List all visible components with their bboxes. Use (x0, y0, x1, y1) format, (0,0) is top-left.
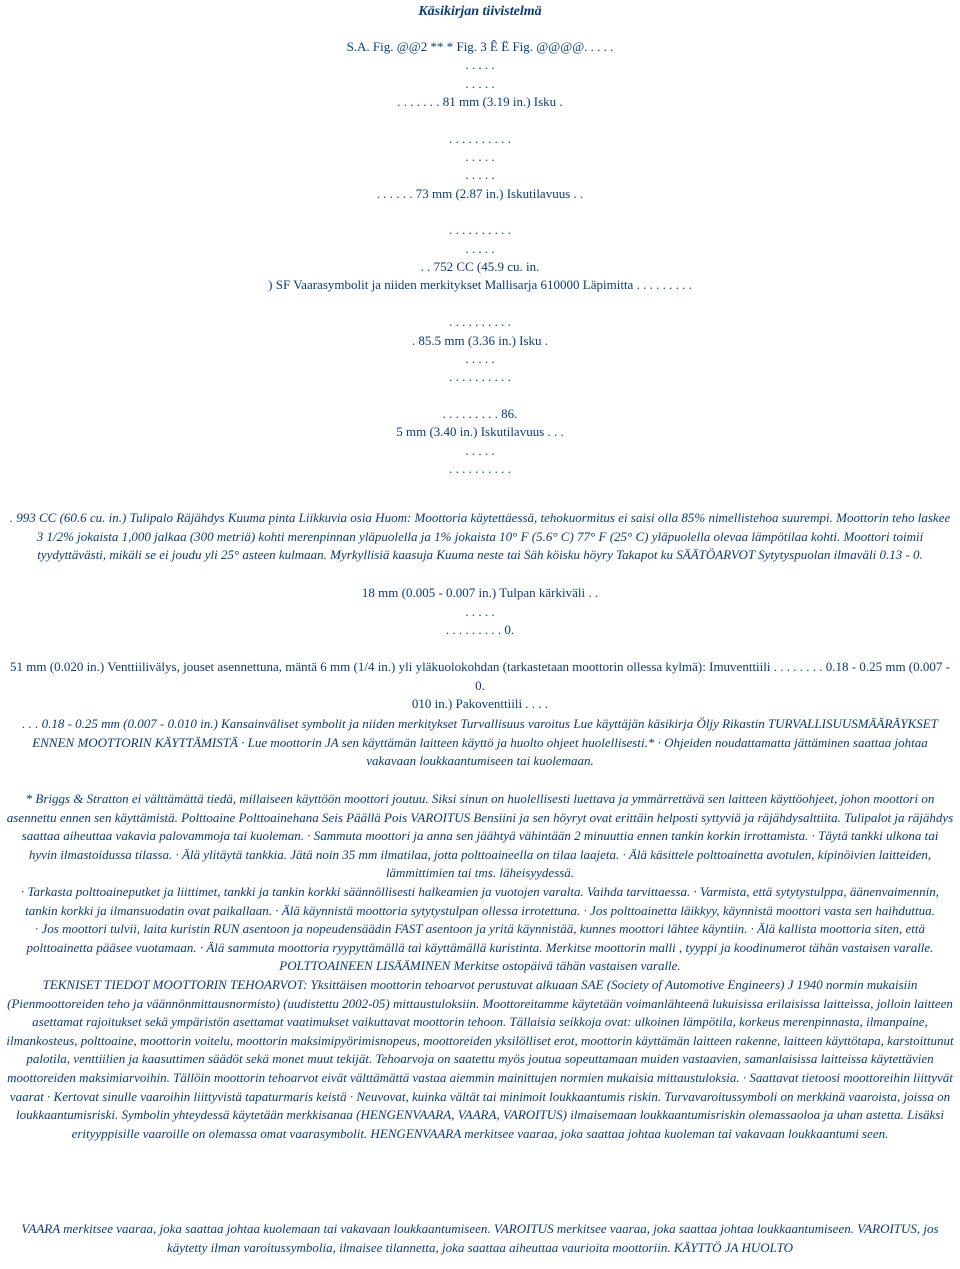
specifications-list (0, 38, 960, 478)
spark-gap-line: 18 mm (0.005 - 0.007 in.) Tulpan kärkiväli . . (361, 585, 599, 600)
spec-line: . . . . . . . 81 mm (3.19 in.) Isku . (397, 94, 563, 110)
safety-section (0, 790, 960, 1143)
spec-line: . . . . . . . . . . (449, 314, 511, 330)
document-title: Käsikirjan tiivistelmä (418, 4, 542, 19)
spec-line: ) SF Vaarasymbolit ja niiden merkitykset Mallisarja 610000 Läpimitta . . . . . . . . . (268, 277, 692, 293)
inspect-paragraph: · Tarkasta polttoaineputket ja liittimet, tankki ja tankin korkki säännöllisesti halkeamien ja vuotojen varalta. Vaihda tarvittaessa. · Varmista, että sytytystulppa, äänenvaimennin, tankin korkki ja ilmansuodatin ovat paikallaan. · Älä käynnistä moottoria sytytystulpan ollessa irrotettuna. · Jos polttoainetta läikkyy, käynnistä moottori vasta sen haihduttua. (20, 883, 940, 918)
valve-section (0, 658, 960, 714)
spec-line: 5 mm (3.40 in.) Iskutilavuus . . . (396, 424, 564, 440)
spec-line: . . . . . . . . . . (449, 460, 511, 476)
valve-line-2: 010 in.) Pakoventtiili . . . . (411, 696, 549, 712)
spec-line (0, 111, 960, 129)
spec-line (0, 203, 960, 221)
specs-paragraph: . 993 CC (60.6 cu. in.) Tulipalo Räjähdys Kuuma pinta Liikkuvia osia Huom: Moottoria käytettäessä, tehokuormitus ei saisi olla 85% nimellistehoa suurempi. Moottorin teho laskee 3 1/2% jokaista 1,000 jalkaa (300 metriä) kohti merenpinnan yläpuolella ja 1% jokaista 10° F (5.6° C) 77° F (25° C) yläpuolella olevaa lämpötilaa kohti. Moottori toimii tyydyttävästi, mikäli se ei joudu yli 25° asteen kulmaan. Myrkyllisiä kaasuja Kuuma neste tai Säh köisku höyry Takapot ku SÄÄTÖARVOT Sytytyspuolan ilmaväli 0.13 - 0. (9, 510, 951, 563)
specs-section (0, 509, 960, 565)
spec-line: . . . . . (465, 57, 495, 73)
technical-paragraph: TEKNISET TIEDOT MOOTTORIN TEHOARVOT: Yksittäisen moottorin tehoarvot perustuvat alkuaan SAE (Society of Automotive Engineers) J 1940 normin mukaisiin (Pienmoottoreiden teho ja väännönmittausnormisto) (uudistettu 2002-05) mittaustuloksiin. Moottoreitamme käytetään voimanlähteenä lukuisissa erilaisissa laitteissa, jolloin laitteen asettamat rajoitukset sekä ympäristön asettamat vaatimukset vaikuttavat moottorin tehoon. Tällaisia seikkoja ovat: ulkoinen lämpötila, korkeus merenpinnasta, ilmanpaine, ilmankosteus, polttoaine, moottorin voitelu, moottorin maksimipyörimisnopeus, moottoreiden yksilölliset erot, moottorin käyttämän laitteen rakenne, laitteen käyttötapa, karstoittunut palotila, venttiilien ja kaasuttimen säädöt sekä monet muut tekijät. Tehoarvoja on saatettu myös joutua sopeuttamaan muiden vastaavien, samanlaisissa laitteissa käytettävien moottoreiden maksimiarvoihin. Tällöin moottorin tehoarvot eivät välttämättä vastaa aiemmin mainittujen normien mukaisia mittaustuloksia. · Saattavat tietoosi moottoreihin liittyvät vaarat · Kertovat sinulle vaaroihin liittyvistä tapaturmaris keistä · Neuvovat, kuinka vältät tai minimoit loukkaantumis riskin. Turvavaroitussymboli on merkkinä vaaroista, joissa on loukkaantumisriski. Symbolin yhteydessä käytetään merkkisanaa (HENGENVAARA, VAARA, VAROITUS) ilmaisemaan loukkaantumisriskin olemassaoloa ja uhan astetta. Lisäksi erityyppisille vaaroille on olemassa omat vaarasymbolit. HENGENVAARA merkitsee vaaraa, joka saattaa johtaa kuoleman tai vakavaan loukkaantumi seen. (6, 976, 954, 1141)
warning-paragraph: VAARA merkitsee vaaraa, joka saattaa johtaa kuolemaan tai vakavaan loukkaantumiseen. VAROITUS merkitsee vaaraa, joka saattaa johtaa loukkaantumiseen. VAROITUS, jos käytetty ilman varoitussymbolia, ilmaisee tilannetta, joka saattaa aiheuttaa vaurioita moottoriin. KÄYTTÖ JA HUOLTO (21, 1221, 939, 1255)
spec-line (0, 295, 960, 313)
spec-line: . . 752 CC (45.9 cu. in. (420, 259, 540, 275)
symbols-section (0, 715, 960, 771)
spec-line: S.A. Fig. @@2 ** * Fig. 3 Ê Ë Fig. @@@@. . . . . (346, 39, 614, 54)
warning-section (0, 1220, 960, 1257)
spec-line: . . . . . (465, 149, 495, 165)
spark-gap-line: . . . . . . . . . 0. (445, 622, 515, 638)
spec-line: . . . . . (465, 75, 495, 91)
safety-paragraph: * Briggs & Stratton ei välttämättä tiedä, millaiseen käyttöön moottori joutuu. Siksi sinun on huolellisesti luettava ja ymmärrettävä sen laitteen käyttöohjeet, johon moottori on asennettu ennen sen käyttämistä. Polttoaine Polttoainehana Seis Päällä Pois VAROITUS Bensiini ja sen höyryt ovat erittäin helposti syttyviä ja räjähdysalttiita. Tulipalot ja räjähdys saattaa aiheuttaa vakavia palovammoja tai kuoleman. · Sammuta moottori ja anna sen jäähtyä vähintään 2 minuuttia ennen tankin korkin irrottamista. · Täytä tankki ulkona tai hyvin ilmastoidussa tilassa. · Älä ylitäytä tankkia. Jätä noin 35 mm ilmatilaa, jotta polttoaineella on tilaa laajeta. · Älä käsittele polttoainetta avotulen, kipinöivien laitteiden, lämmittimien tai tms. läheisyydessä. (6, 791, 954, 881)
spark-gap-lines (0, 584, 960, 658)
spec-line: . . . . . . . . . . (449, 222, 511, 238)
spec-line: . 85.5 mm (3.36 in.) Isku . (411, 332, 549, 348)
spec-line: . . . . . . . . . . (449, 130, 511, 146)
valve-paragraph: 51 mm (0.020 in.) Venttiilivälys, jouset asennettuna, mäntä 6 mm (1/4 in.) yli yläkuolokohdan (tarkastetaan moottorin ollessa kylmä): Imuventtiili . . . . . . . . 0.18 - 0.25 mm (0.007 - 0. (10, 659, 950, 693)
spec-line (0, 387, 960, 405)
spec-line: . . . . . . 73 mm (2.87 in.) Iskutilavuus . . (376, 185, 584, 201)
spec-line: . . . . . (465, 350, 495, 366)
spec-line: . . . . . (465, 442, 495, 458)
symbols-paragraph: . . . 0.18 - 0.25 mm (0.007 - 0.010 in.) Kansainväliset symbolit ja niiden merkitykset Turvallisuus varoitus Lue käyttäjän käsikirja Öljy Rikastin TURVALLISUUSMÄÄRÄYKSET ENNEN MOOTTORIN KÄYTTÄMISTÄ · Lue moottorin JA sen käyttämän laitteen käyttö ja huolto ohjeet huolellisesti.* · Ohjeiden noudattamatta jättäminen saattaa johtaa vakavaan loukkaantumiseen tai kuolemaan. (22, 716, 938, 769)
flood-paragraph: · Jos moottori tulvii, laita kuristin RUN asentoon ja nopeudensäädin FAST asentoon ja yritä käynnistää, kunnes moottori lähtee käyntiin. · Älä kallista moottoria siten, että polttoainetta pääsee vuotamaan. · Älä sammuta moottoria ryypyttämällä tai käyttämällä kuristinta. Merkitse moottorin malli , tyyppi ja koodinumerot tähän vastaisen varalle. POLTTOAINEEN LISÄÄMINEN Merkitse ostopäivä tähän vastaisen varalle. (26, 921, 934, 974)
spark-gap-line: . . . . . (465, 603, 495, 619)
spec-line: . . . . . . . . . . (449, 369, 511, 385)
spec-line: . . . . . . . . . 86. (442, 405, 518, 421)
spark-gap-line (0, 640, 960, 658)
spec-line: . . . . . (465, 167, 495, 183)
spec-line: . . . . . (465, 240, 495, 256)
